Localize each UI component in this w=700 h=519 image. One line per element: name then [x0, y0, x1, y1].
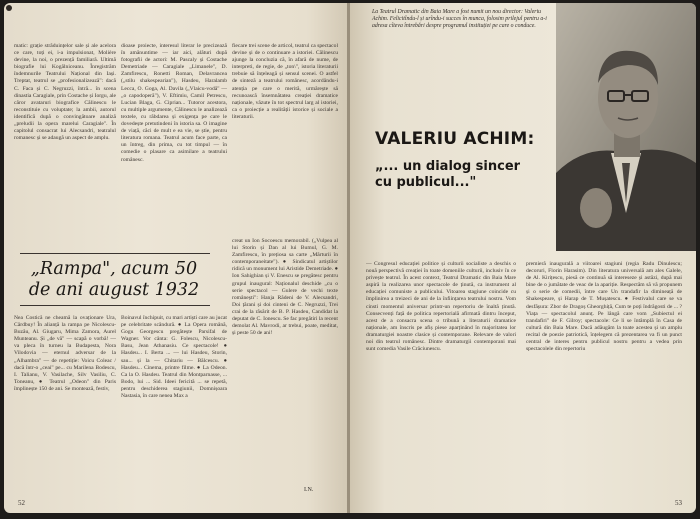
article-text: dioase proiecte, interesul literar le precizează în amănuntime — iar aici, alături după fotografii de actori: M. Pascaly și Costache Demetriade — Caragiale „Limanele", D. Zamfirescu, Ronetti Roman, Delavrancea („stilu shakespearian"), Hasdeu, Haralamb Lecca, O. Goga, Al. Davila („Vlaicu-vodă" — „o capodoperă"), V. Eftimiu, Camil Petrescu, Lucian Blaga, G. Ciprian... Tutoror acestora, cu multiple argumente, Călinescu le analizează textele, cu răbdarea și exigența pe care le dovedește pretutindeni în istoria sa. O imagine de viață, căci de mult e ea vie, se știe, pentru literatura romana. Teatrul acum face parte, ca un întreg, din prima, cu tot timpul — în comedie o plasare ca asimilare a teatrului românesc.	[121, 43, 227, 163]
article-text: fiecare trei scene de articol, teatrul ca spectacol devine și de o continuare a istoriei. Călinescu ajunge la concluzia că, în afară de nume, de interpreti, de regie, de „ton\", istoria literaturii trebuie să înțeleagă și sensul scenei. O astfel de sinteză a teatrului românesc, acordându-i atenția pe care o merită, urmărește să recunoască însemnătatea creației dramatice naționale, văzute în tot spectrul larg al istoriei, ca o proiecție a realității istorice și sociale a literaturii.	[232, 43, 338, 120]
interview-heading: VALERIU ACHIM:	[375, 129, 535, 149]
author-signature: I.N.	[304, 487, 314, 493]
portrait-photo	[556, 3, 696, 251]
portrait-image	[556, 3, 696, 251]
article-text: matic: grație străduințelor sale și ale acelora ce care, toți ei, i-a impulsionat, Molière devine, la noi, o prezență familiară. Ultimă biografie lui Kogălniceanu. Înregistrăm îndemnurile Teatrului Național din Iași. Treptat, teatrul se „profesionalizează": dacă C. Faca și C. Negruzzi, întră... în scena dinastia Caragiale, prin Costache și Iorgu, ale căror avataruri biografice Călinescu le reconstituie cu voluptate; la ambii, autorul identifică după o convingătoare analiză „preludii la opera marelui Caragiale". În capitolul consacrat lui Alecsandri, teatralul romanesc și se adaugă un aspect de amplu.	[14, 43, 116, 142]
article-text: premieră inaugurală a viitoarei stagiuni (regia Radu Dinulescu; decoruri, Florin Harasim). Din literatura universală am ales Galele, de Al. Kirițescu, piesă ce continuă să intereseze și astăzi, după mai bine de o jumătate de veac de la apariție. Respectăm să vă propunem și o serie de comedii, între care Un trandafir la dimineață de Shakespeare, și Harap de T. Mușatescu. ● Festivalul care se va desfășura: Zbor de Dragoș Gheorghiță, Cum te poți îndrăgosti de ... ? Viața — spectacolul anunț. Pe lângă care vom „Subiectul ei trandafiri" de F. Gilroy; spectacole: Ce li se întâmplă în Casa de cultură din Baia Mare. Dacă adăugăm la toate acestea și un amplu recital de poezie patriotică, înțelegem că prezentarea va fi un punct central de interes pentru publicul nostru pentru a vedea prin spectacolele din repertoriu	[526, 261, 682, 353]
right-column-1	[366, 261, 516, 491]
left-column-1	[14, 43, 116, 243]
left-column-2	[121, 43, 227, 243]
article-text: creat un Ion Socoescu memorabil. („Vulpea al lui Storin și Dan al lui Bumul, G. M. Zamfirescu, în prețiosa sa carte „Mărturii în contemporaneitate"). ● Sindicatul artiștilor ridică un monument lui Aristide Demetriade. ● Ion Sahighian și V. Enescu se pregătesc pentru grupul inaugural: Naționalul deschide „cu o serie spectacol — Gulere de vechi texte românești": Hanja Rădeni de V. Alecsandri, Doi țărani și doi cinteni de C. Negruzzi, Trei crai de la răsărit de B. P. Hasdeu, Candidat la deputat de C. Ionescu. Se fac pregătiri la recent demolat Al. Mavrodi, ar trebui, poate, meditat, și peste 50 de ani!	[232, 238, 338, 337]
interview-subheading: „... un dialog sincer cu publicul..."	[375, 159, 521, 190]
left-column-c-bottom	[232, 238, 338, 483]
intro-caption: La Teatrul Dramatic din Baia Mare a fost numit un nou director: Valeriu Achim. Felicitîndu-l și urîndu-i succes în munca, folosim prilejul pentru a-i adresa cîteva întrebări despre programul instituției pe care o conduce.	[372, 9, 547, 29]
article-text: — Congresul educației politice și culturii socialiste a deschis o nouă perspectivă creației în toate domeniile culturii, inclusiv în ce privește teatrul. În acest context, Teatrul Dramatic din Baia Mare aspiră la realizarea unor spectacole de ținută, ca instrument al educației comuniste a publicului. Vitoarea stagiune coincide cu împlinirea a treizeci de ani de la înființarea teatrului nostru. Vom cinsti momentul aniversar printr-un repertoriu de înaltă ținută. Consecvenți față de politica repertorială afirmată dintru început, acest de a consacra scena o tribună a literaturii dramatice naționale, am înscris pe afiș piese aparținând în majoritatea lor dramaturgiei noastre clasice și contemporane. Relevare de valori noi din teatrul românesc. Dintre dramaturgii contemporani mai sunt comedia Vasile Crăciunescu.	[366, 261, 516, 353]
page-number: 53	[675, 499, 682, 507]
page-number: 52	[18, 499, 25, 507]
title-rule-bottom	[20, 305, 210, 306]
magazine-spread	[4, 3, 696, 516]
left-column-b-bottom	[121, 315, 227, 495]
right-column-2	[526, 261, 682, 491]
article-title: „Rampa", acum 50 de ani august 1932	[28, 259, 200, 300]
title-rule-top	[20, 253, 210, 254]
article-text: Nea Costică ne cheamă la ovaționare Ura, Cârdbuy! În alianță la rampa pe Nicolescu-Buzău, Al. Giugaru, Mima Zamora, Aurel Munteanu. Și „de vă" — scapă o vorbă! — va pleca în turneu la Budapesta, Nora Vilodovia — eternul adversar de la „Alhambra" — de repetiție: Voicu Coleac / dacă într-o „ceai" pe... cu Marilena Bodescu, I. Talianu, V. Vasilache, Silv Vasiliu, C. Toneanu, ● Teatrul „Odeon" din Paris împlinește 150 de ani. Se montează, festiv,	[14, 315, 116, 392]
left-column-a-bottom	[14, 315, 116, 495]
left-column-3	[232, 43, 338, 243]
article-text: Boinavul închipuit, cu mari artiști care au jucat pe celebritate scândură. ● La Opera română, Gogu Georgescu pregătește Parsifal de Wagner. Vor cânta: G. Folescu, Nicolescu-Basu, Jean Athanasiu. Ce spectacole! ● Hasdeu... I. Berta ... — lui Hasdeu, Storin, sau... și la — Chitariu — Bălcescu. ● Hasdeu... Cinema, printre filme. ● La Odeon. Ca la O. Hasdeu. Teatrul din Montparnasse, ... Bodo, lui ... Sid. Ideei fericită ... se repetă, pentru deschiderea stagiunii, Domnișoara Nastasia, în care nenea Max a	[121, 315, 227, 400]
left-page	[4, 3, 348, 513]
corner-mark	[6, 5, 12, 11]
right-page	[350, 3, 696, 513]
